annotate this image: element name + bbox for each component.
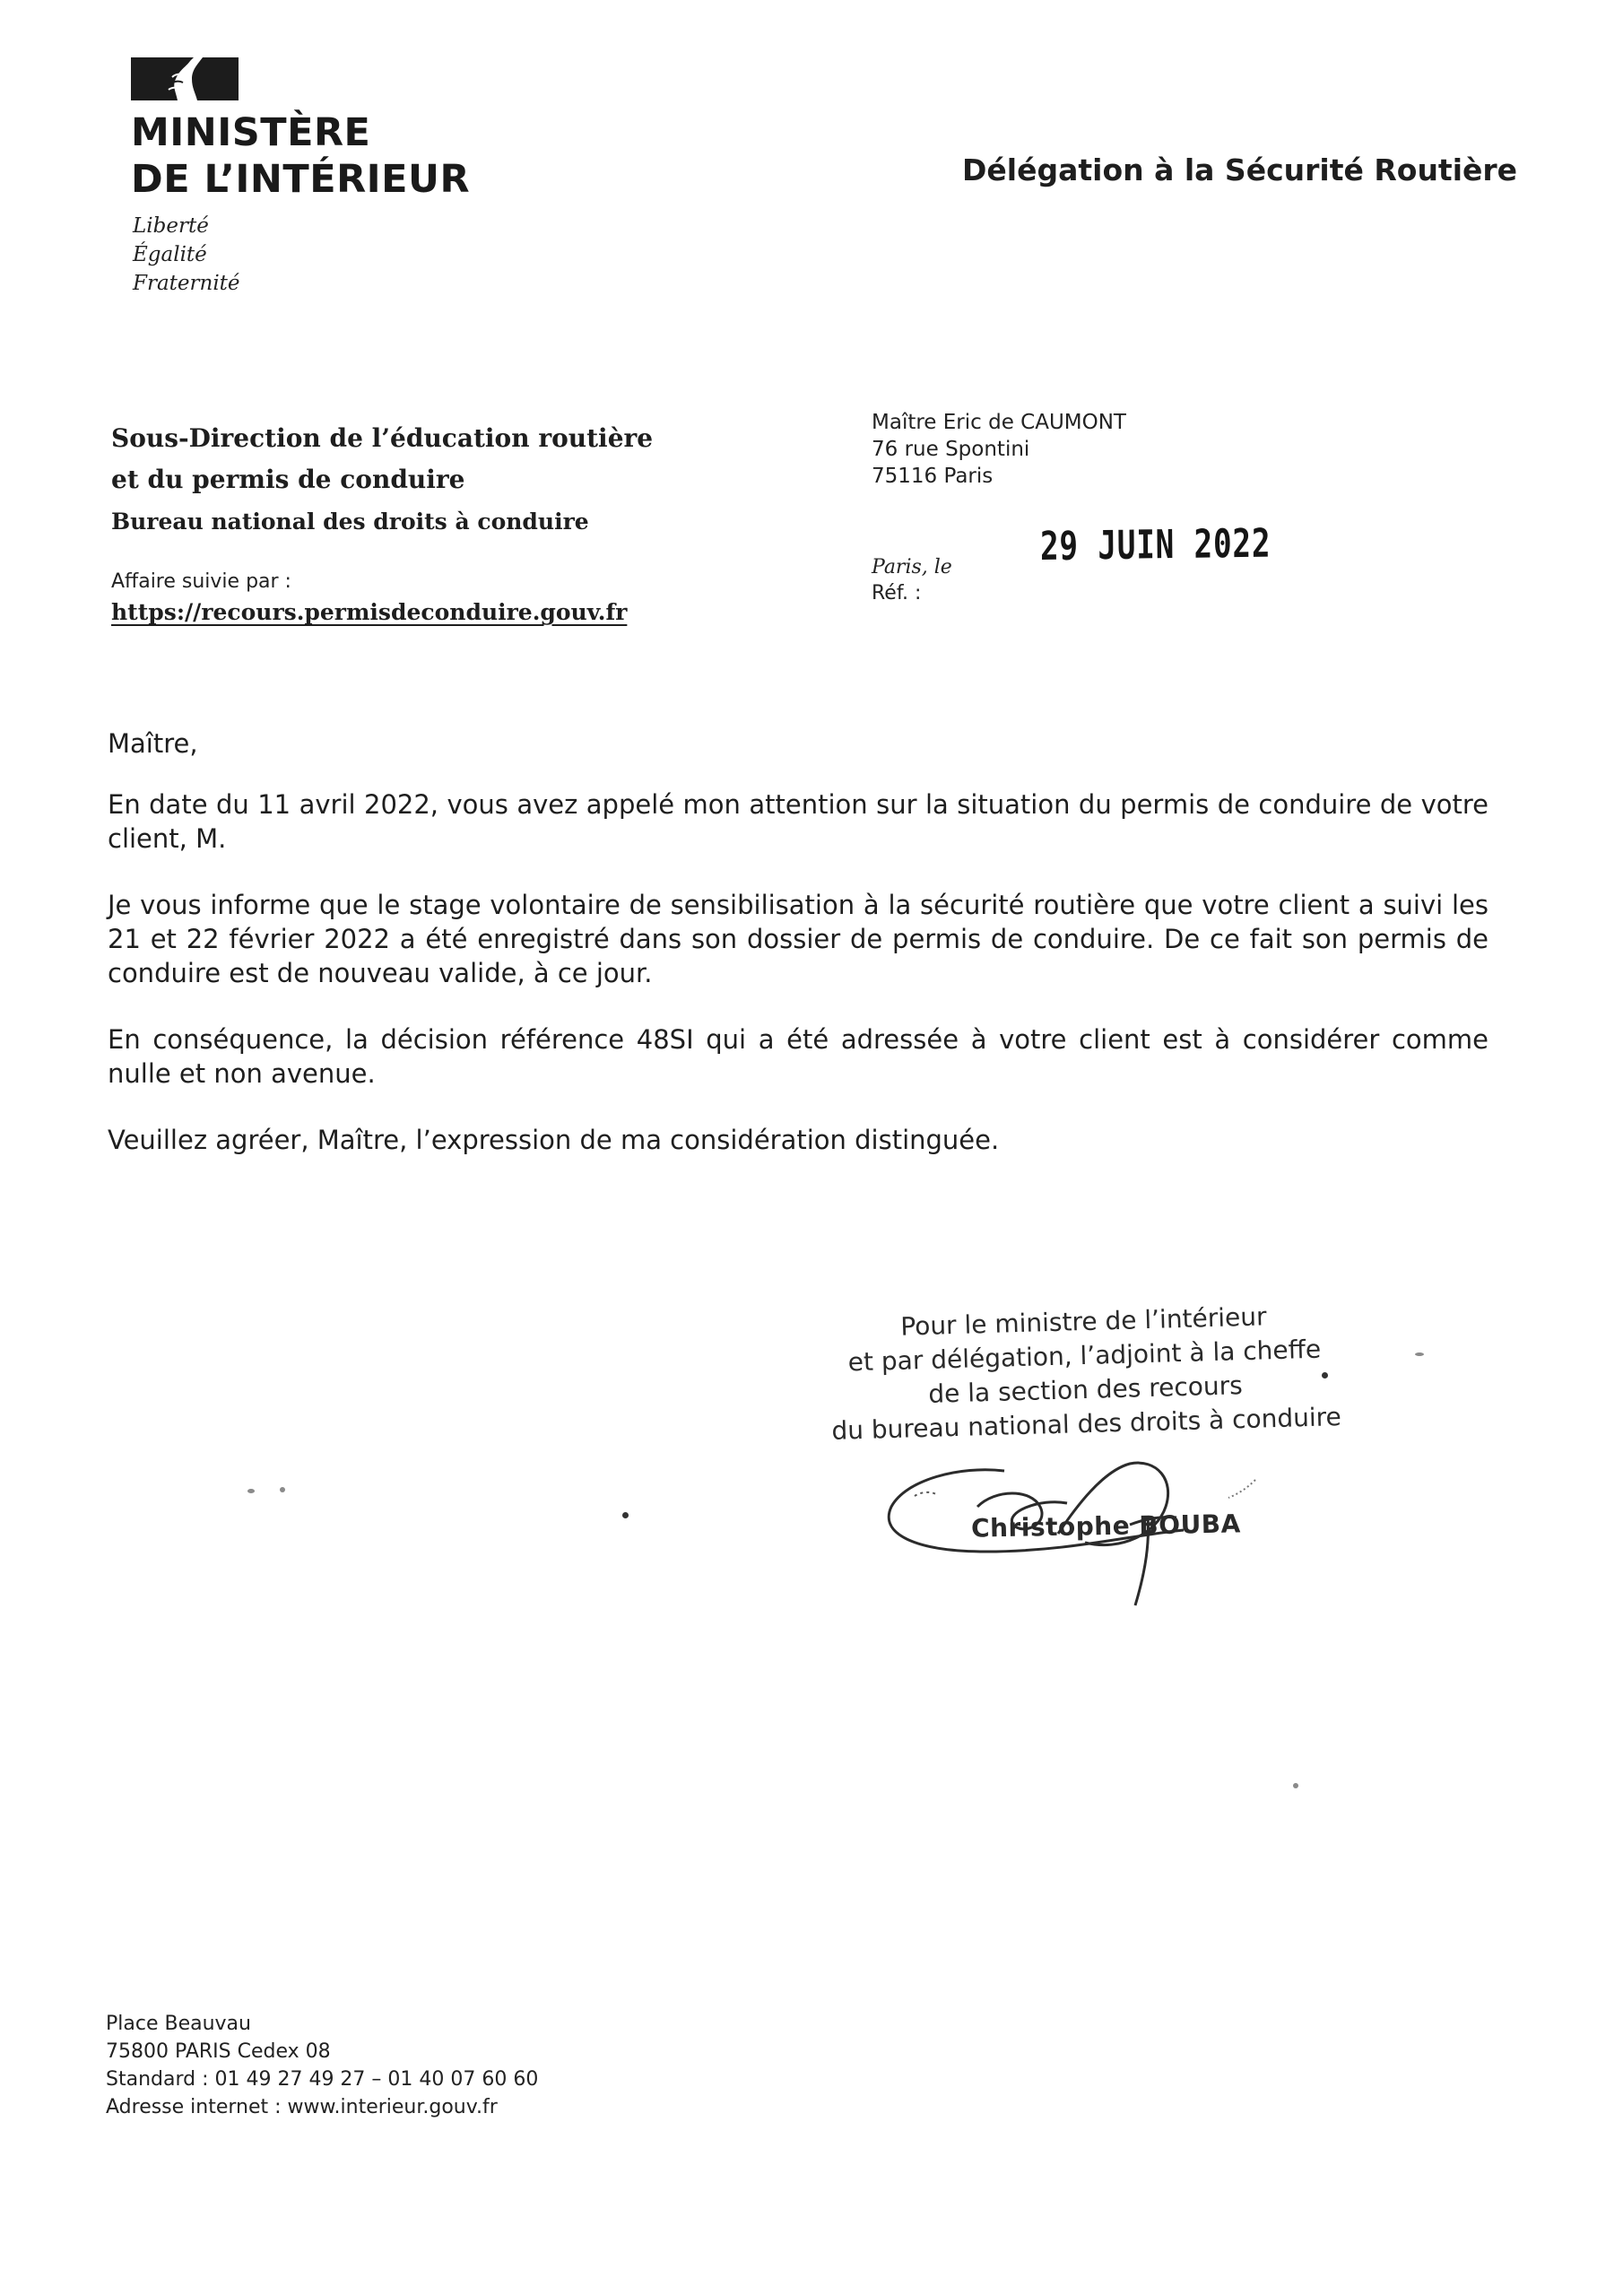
footer-line4: Adresse internet : www.interieur.gouv.fr (106, 2096, 498, 2118)
stamp-line3: de la section des recours (927, 1370, 1244, 1409)
scan-speck (1322, 1372, 1328, 1378)
followed-by-label: Affaire suivie par : (111, 570, 291, 593)
recipient-city: 75116 Paris (872, 465, 994, 488)
service-line3: Bureau national des droits à conduire (111, 509, 589, 535)
footer-line2: 75800 PARIS Cedex 08 (106, 2040, 331, 2063)
service-line2: et du permis de conduire (111, 465, 465, 494)
footer-line3: Standard : 01 49 27 49 27 – 01 40 07 60 60 (106, 2068, 539, 2091)
motto-egalite: Égalité (133, 243, 207, 266)
footer-line1: Place Beauvau (106, 2013, 251, 2035)
scan-speck (280, 1487, 285, 1492)
closing-formula: Veuillez agréer, Maître, l’expression de ma considération distinguée. (108, 1125, 1000, 1155)
footer-address (106, 2010, 538, 2121)
stamp-line2: et par délégation, l’adjoint à la cheffe (847, 1334, 1322, 1378)
motto-liberte: Liberté (133, 214, 209, 238)
scan-speck (1415, 1352, 1424, 1356)
salutation: Maître, (108, 728, 198, 759)
recipient-street: 76 rue Spontini (872, 438, 1030, 461)
scan-speck (247, 1489, 255, 1493)
letter-body (108, 726, 1488, 1189)
signatory-name: Christophe BOUBA (970, 1509, 1242, 1544)
sender-service (111, 418, 653, 542)
date-stamp: 29 JUIN 2022 (1039, 520, 1271, 570)
place-date-label: Paris, le (872, 556, 952, 578)
body-paragraph-1: En date du 11 avril 2022, vous avez appelé mon attention sur la situation du permis de conduire de votre client, M. (108, 789, 1488, 854)
recipient-name: Maître Eric de CAUMONT (872, 411, 1126, 434)
stamp-line4: du bureau national des droits à conduire (830, 1402, 1342, 1446)
signature-stamp (823, 1298, 1347, 1448)
reference-label: Réf. : (872, 582, 922, 604)
scan-speck (1293, 1783, 1298, 1788)
service-line1: Sous-Direction de l’éducation routière (111, 423, 654, 453)
ministry-name (131, 109, 470, 203)
recipient-address (872, 409, 1126, 490)
ministry-name-line2: DE L’INTÉRIEUR (131, 157, 471, 202)
ministry-name-line1: MINISTÈRE (131, 110, 371, 155)
stamp-line1: Pour le ministre de l’intérieur (899, 1301, 1267, 1342)
delegation-title: Délégation à la Sécurité Routière (962, 152, 1518, 187)
followed-by-link[interactable]: https://recours.permisdeconduire.gouv.fr (111, 599, 628, 625)
body-paragraph-2: Je vous informe que le stage volontaire de sensibilisation à la sécurité routière que votre client a suivi les 21 et 22 février 2022 a été enregistré dans son dossier de permis de conduire. De ce fait son permis de conduire est de nouveau valide, à ce jour. (108, 890, 1488, 988)
motto-fraternite: Fraternité (133, 272, 240, 295)
body-paragraph-3: En conséquence, la décision référence 48SI qui a été adressée à votre client est à considérer comme nulle et non avenue. (108, 1024, 1488, 1089)
republic-motto (133, 212, 240, 298)
scan-speck (622, 1512, 629, 1518)
marianne-logo-icon (131, 57, 239, 100)
